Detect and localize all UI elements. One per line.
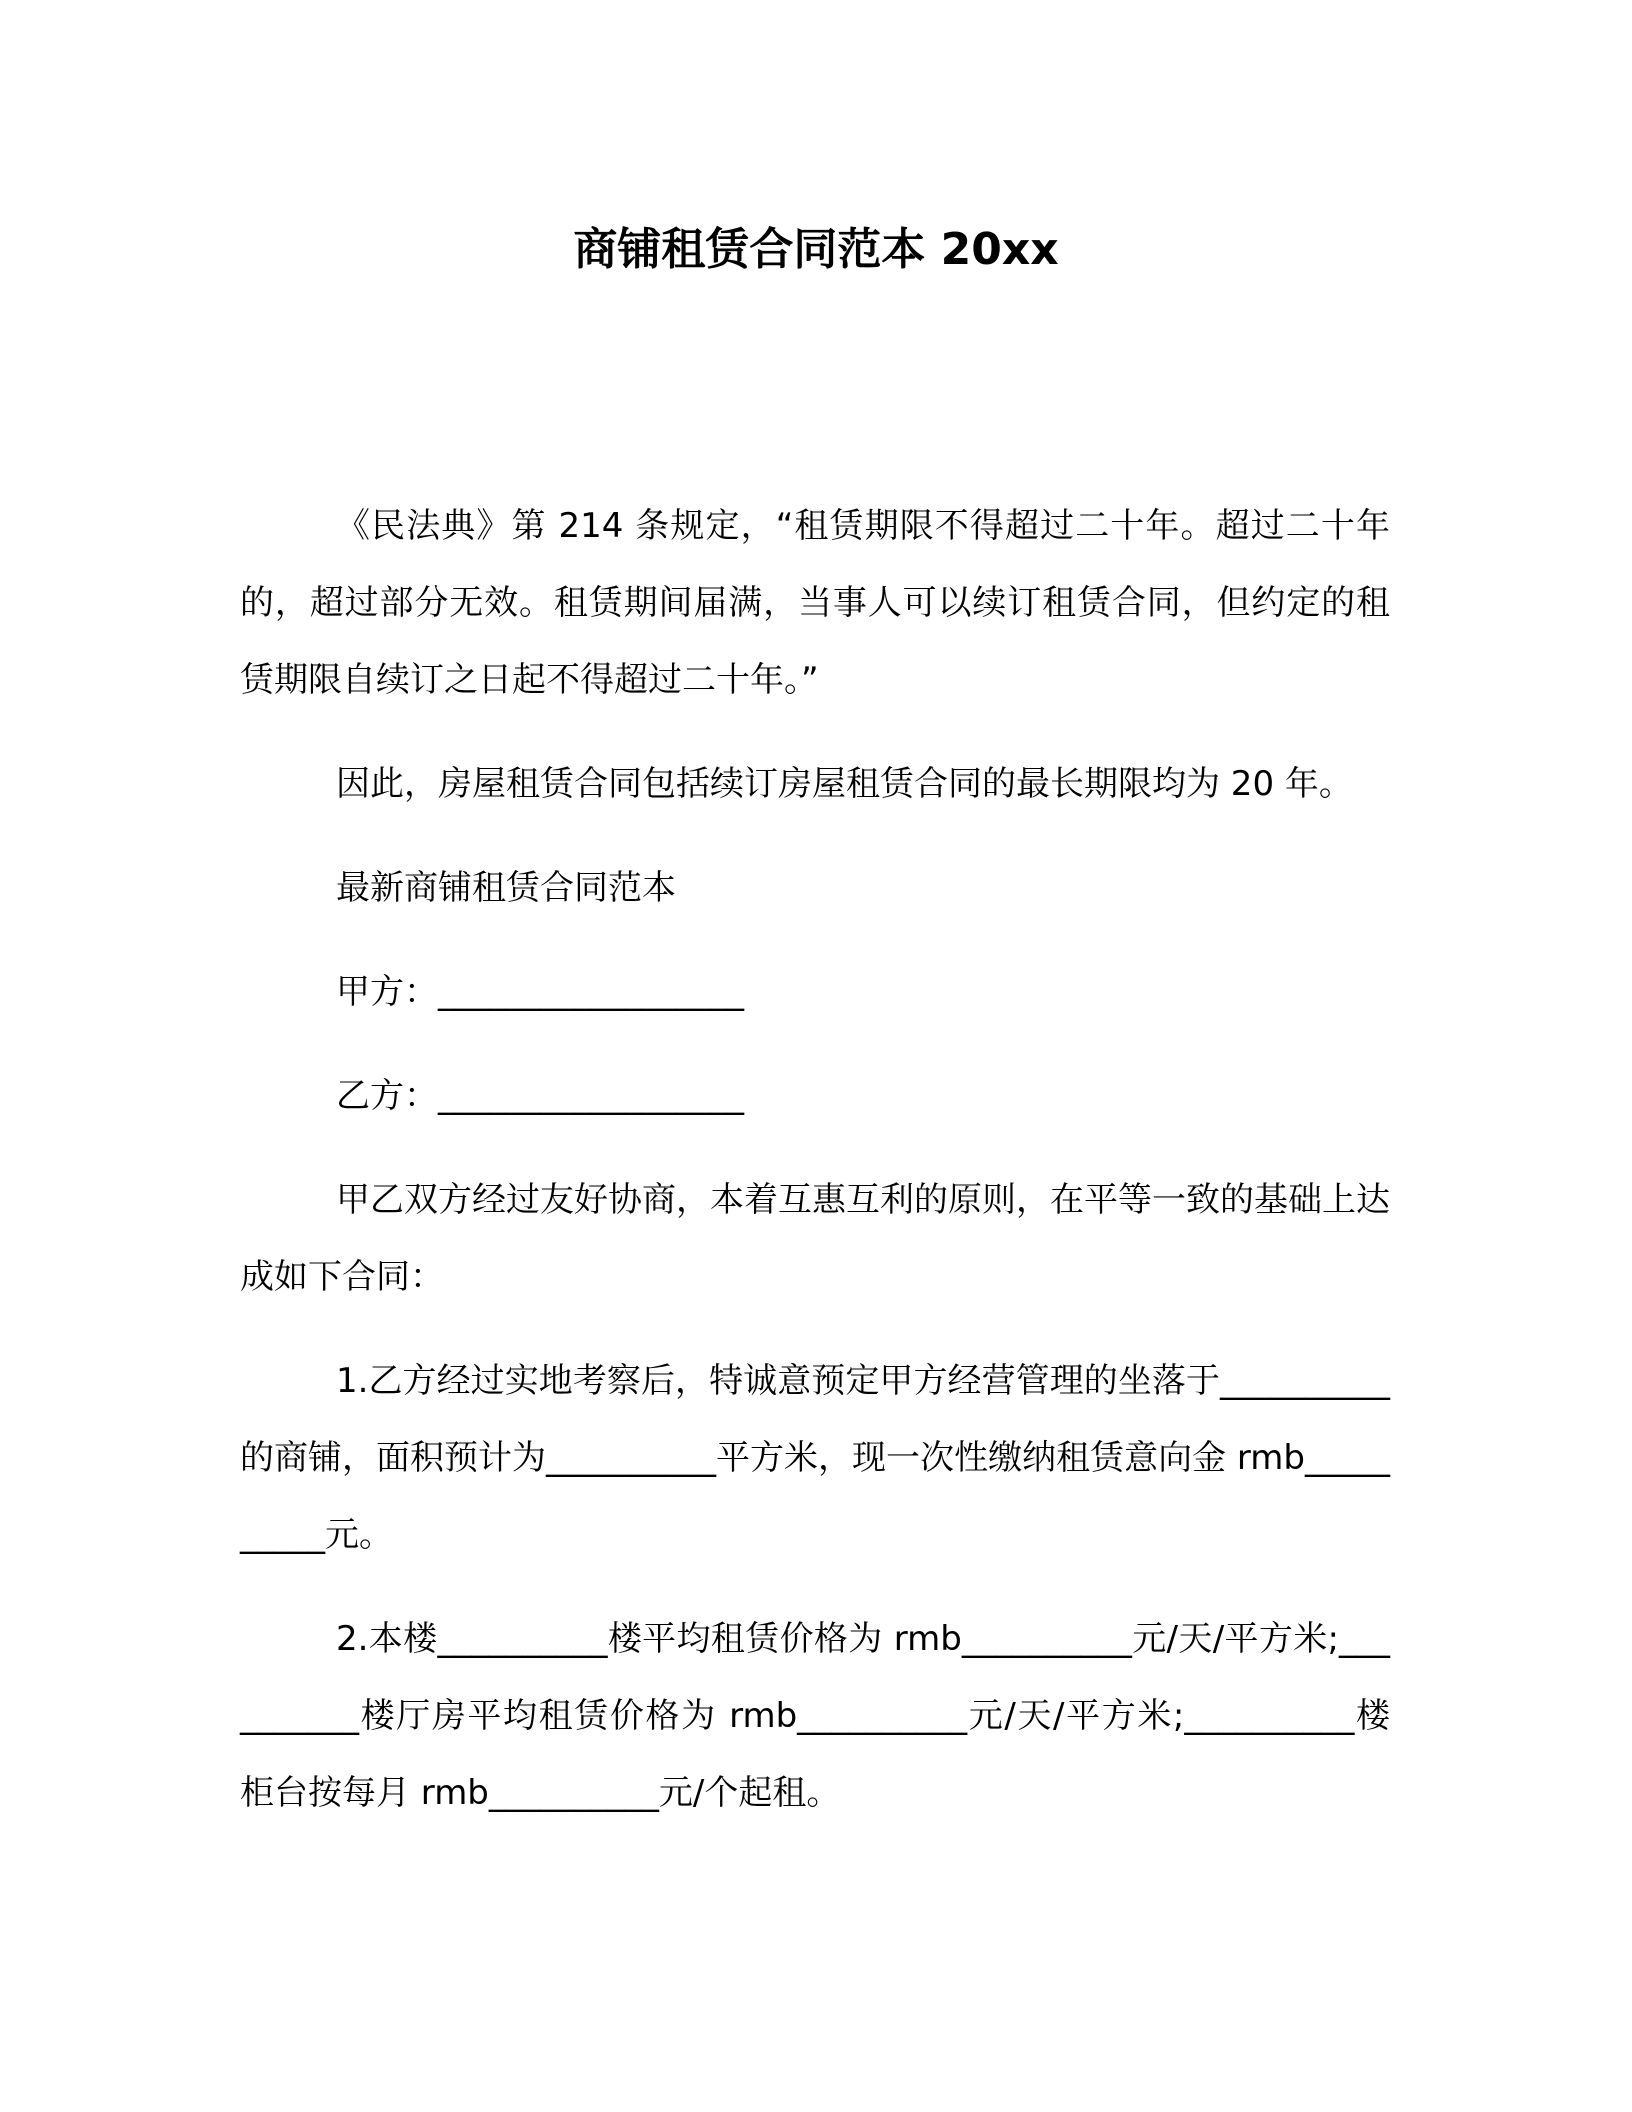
paragraph-clause-1: 1.乙方经过实地考察后，特诚意预定甲方经营管理的坐落于__________的商铺，面积预计为__________平方米，现一次性缴纳租赁意向金 rmb__________元。 xyxy=(240,1361,1390,1555)
paragraph-civil-code: 《民法典》第 214 条规定，“租赁期限不得超过二十年。超过二十年的，超过部分无效。租赁期间届满，当事人可以续订租赁合同，但约定的租赁期限自续订之日起不得超过二十年。” xyxy=(240,506,1390,700)
paragraph-party-b: 乙方：__________________ xyxy=(336,1076,744,1116)
paragraph-subtitle: 最新商铺租赁合同范本 xyxy=(336,868,676,908)
paragraph-max-term: 因此，房屋租赁合同包括续订房屋租赁合同的最长期限均为 20 年。 xyxy=(336,764,1353,804)
paragraph-agreement: 甲乙双方经过友好协商，本着互惠互利的原则，在平等一致的基础上达成如下合同： xyxy=(240,1180,1390,1297)
paragraph-clause-2: 2.本楼__________楼平均租赁价格为 rmb__________元/天/平方米;__________楼厅房平均租赁价格为 rmb__________元/天/平方米;__________楼柜台按每月 rmb__________元/个起租。 xyxy=(240,1619,1390,1813)
paragraph-party-a: 甲方：__________________ xyxy=(336,972,744,1012)
document-body xyxy=(240,488,1390,1859)
document-title: 商铺租赁合同范本 20xx xyxy=(573,224,1059,275)
